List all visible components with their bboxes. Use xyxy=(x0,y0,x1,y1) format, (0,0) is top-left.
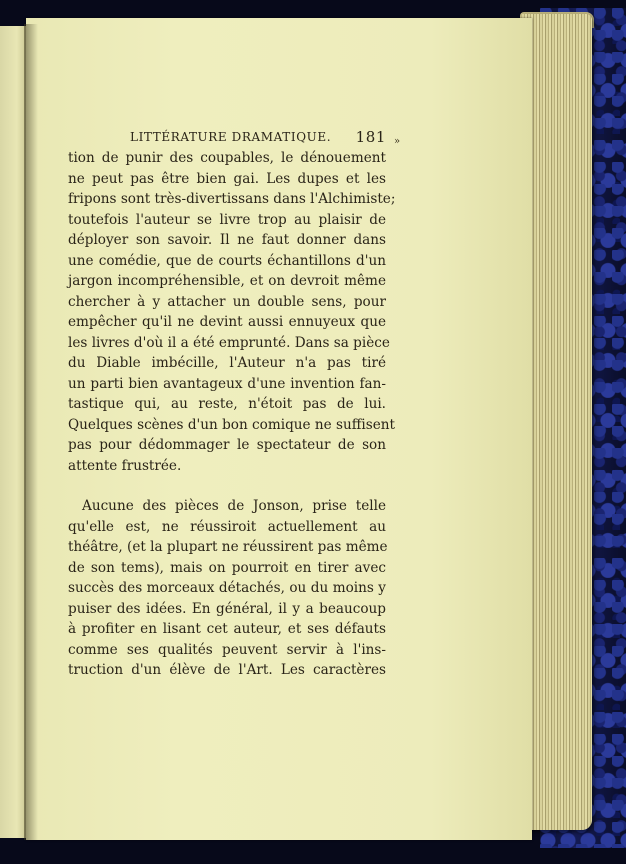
text-line: tion de punir des coupables, le dénouement xyxy=(68,150,386,166)
text-line: fripons sont très-divertissans dans l'Alchimiste; xyxy=(68,191,396,207)
text-line: attente frustrée. xyxy=(68,457,182,474)
text-line: une comédie, que de courts échantillons d'un xyxy=(68,252,386,269)
page-number: 181 xyxy=(355,128,386,146)
text-line: jargon incompréhensible, et on devroit même xyxy=(68,273,386,289)
page-text xyxy=(68,128,401,681)
text-line: de son tems), mais on pourroit en tirer avec xyxy=(68,559,386,576)
text-line: truction d'un élève de l'Art. Les caractères xyxy=(68,662,386,678)
text-line: tastique qui, au reste, n'étoit pas de lui. xyxy=(68,396,386,412)
top-mark: » xyxy=(394,136,401,147)
text-line: Quelques scènes d'un bon comique ne suffisent xyxy=(68,416,396,433)
text-line: toutefois l'auteur se livre trop au plaisir de xyxy=(68,211,386,228)
text-line: chercher à y attacher un double sens, pour xyxy=(68,293,386,310)
paragraph-1 xyxy=(68,148,396,476)
text-line: Aucune des pièces de Jonson, prise telle xyxy=(82,498,386,514)
gutter-shadow xyxy=(24,24,38,840)
text-line: pas pour dédommager le spectateur de son xyxy=(68,437,386,453)
text-line: puiser des idées. En général, il y a beaucoup xyxy=(68,600,386,617)
text-line: théâtre, (et la plupart ne réussirent pas même xyxy=(68,539,388,555)
running-head xyxy=(130,128,386,148)
running-head-title: LITTÉRATURE DRAMATIQUE. xyxy=(130,130,332,144)
paragraph-2 xyxy=(68,496,386,681)
text-line: qu'elle est, ne réussiroit actuellement au xyxy=(68,518,386,535)
text-line: succès des morceaux détachés, ou du moins y xyxy=(68,580,386,596)
text-line: les livres d'où il a été emprunté. Dans sa pièce xyxy=(68,334,390,351)
text-line: déployer son savoir. Il ne faut donner dans xyxy=(68,232,386,248)
text-line: ne peut pas être bien gai. Les dupes et les xyxy=(68,170,386,187)
text-line: empêcher qu'il ne devint aussi ennuyeux que xyxy=(68,314,386,330)
text-line: un parti bien avantageux d'une invention fan- xyxy=(68,375,386,392)
page-edges xyxy=(522,14,592,830)
text-line: du Diable imbécille, l'Auteur n'a pas tiré xyxy=(68,355,386,371)
text-line: à profiter en lisant cet auteur, et ses défauts xyxy=(68,621,386,637)
text-line: comme ses qualités peuvent servir à l'ins- xyxy=(68,641,386,658)
